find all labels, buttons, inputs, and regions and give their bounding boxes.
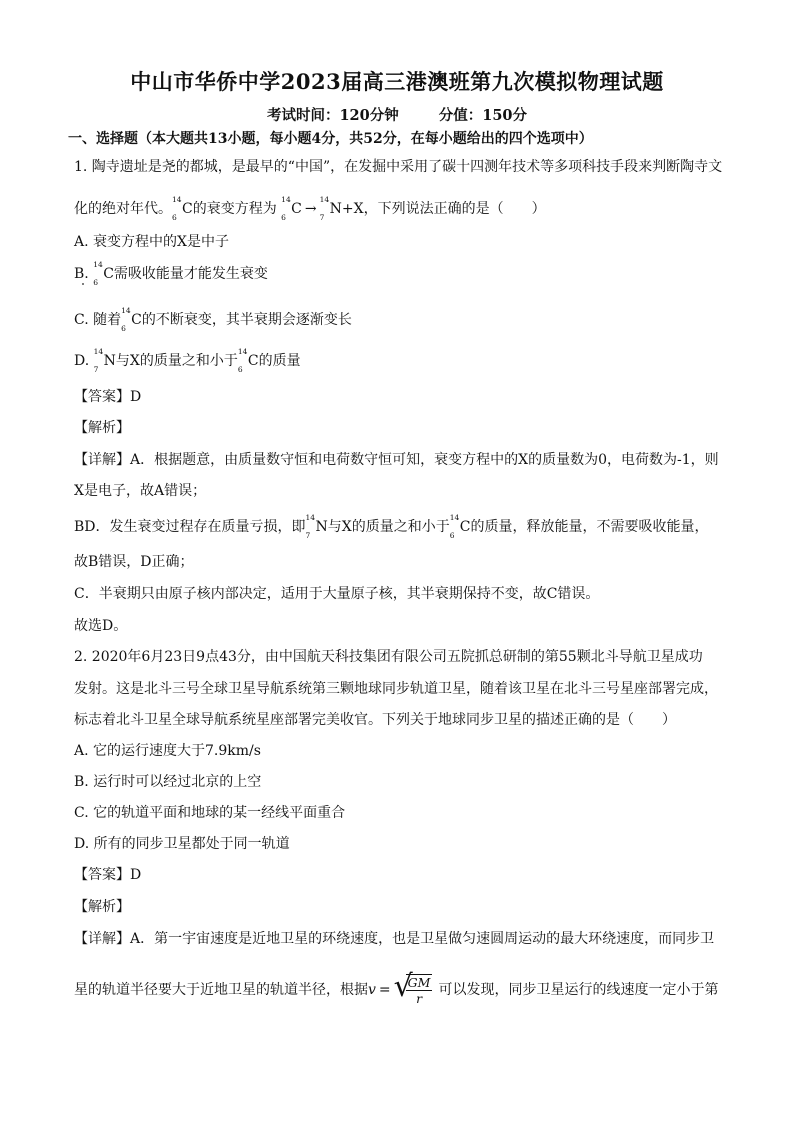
q2-analysis: 【解析】 xyxy=(74,899,130,915)
q1-detail-line3: BD．发生衰变过程存在质量亏损，即 14 7 N与X的质量之和小于 14 6 C的质量，释放能量，不需要吸收能量， xyxy=(74,513,709,540)
q2-stem-line2: 发射。这是北斗三号全球卫星导航系统第三颗地球同步轨道卫星，随着该卫星在北斗三号星座部署完成， xyxy=(74,681,718,697)
q2-option-a: A. 它的运行速度大于7.9km/s xyxy=(74,743,261,759)
nuclide-n14: 14 7 N xyxy=(319,195,342,222)
section-heading: 一、选择题（本大题共13小题，每小题4分，共52分，在每小题给出的四个选项中） xyxy=(68,131,593,147)
q2-stem-line1: 2. 2020年6月23日9点43分，由中国航天科技集团有限公司五院抓总研制的第55颗北斗导航卫星成功 xyxy=(74,649,703,665)
q1-option-d: D. 14 7 N与X的质量之和小于 14 6 C的质量 xyxy=(74,347,301,374)
q1-option-c: C. 随着 14 6 C的不断衰变，其半衰期会逐渐变长 xyxy=(74,306,352,333)
reaction-arrow: → xyxy=(304,201,317,217)
q2-detail-line1: 【详解】A．第一宇宙速度是近地卫星的环绕速度，也是卫星做匀速圆周运动的最大环绕速度，而同步卫 xyxy=(74,931,715,947)
q2-option-b: B. 运行时可以经过北京的上空 xyxy=(74,774,262,790)
q1-stem-line1: 1. 陶寺遗址是尧的都城，是最早的“中国”，在发掘中采用了碳十四测年技术等多项科技手段来判断陶寺文 xyxy=(74,159,723,175)
q2-option-c: C. 它的轨道平面和地球的某一经线平面重合 xyxy=(74,805,346,821)
exam-time: 考试时间：120分钟 xyxy=(266,107,399,124)
stray-dot xyxy=(82,283,84,285)
q1-answer: 【答案】D xyxy=(74,389,142,405)
q1-detail-line5: C．半衰期只由原子核内部决定，适用于大量原子核，其半衰期保持不变，故C错误。 xyxy=(74,586,600,602)
exam-score: 分值：150分 xyxy=(438,107,528,124)
sqrt-formula: √ $\frac{GM}{r}$ xyxy=(393,969,431,1006)
q1-detail-line2: X是电子，故A错误； xyxy=(74,483,207,499)
q1-option-b: B. 14 6 C需吸收能量才能发生衰变 xyxy=(74,260,268,287)
nuclide-c14: 14 6 C xyxy=(281,195,302,222)
q2-detail-line2: 星的轨道半径要大于近地卫星的轨道半径，根据v = √ $\frac{GM}{r}$ 可以发现，同步卫星运行的线速度一定小于第 xyxy=(74,969,719,1006)
q1-analysis: 【解析】 xyxy=(74,420,130,436)
q2-stem-line3: 标志着北斗卫星全球导航系统星座部署完美收官。下列关于地球同步卫星的描述正确的是（ ） xyxy=(74,712,676,728)
page-title: 中山市华侨中学2023届高三港澳班第九次模拟物理试题 xyxy=(130,69,664,94)
q1-stem-line2: 化的绝对年代。 14 6 C的衰变方程为 14 6 C → 14 7 N+X，下列说法正确的是（ ） xyxy=(74,195,546,222)
q1-detail-line4: 故B错误，D正确； xyxy=(74,554,194,570)
q1-detail-line6: 故选D。 xyxy=(74,618,128,634)
q2-option-d: D. 所有的同步卫星都处于同一轨道 xyxy=(74,836,290,852)
plus-x: +X xyxy=(341,201,364,217)
q2-answer: 【答案】D xyxy=(74,867,142,883)
q1-option-a: A. 衰变方程中的X是中子 xyxy=(74,234,229,250)
q1-detail-line1: 【详解】A．根据题意，由质量数守恒和电荷数守恒可知，衰变方程中的X的质量数为0，电荷数为-1，则 xyxy=(74,452,719,468)
nuclide-c14: 14 6 C xyxy=(172,195,193,222)
exam-info xyxy=(0,104,794,125)
